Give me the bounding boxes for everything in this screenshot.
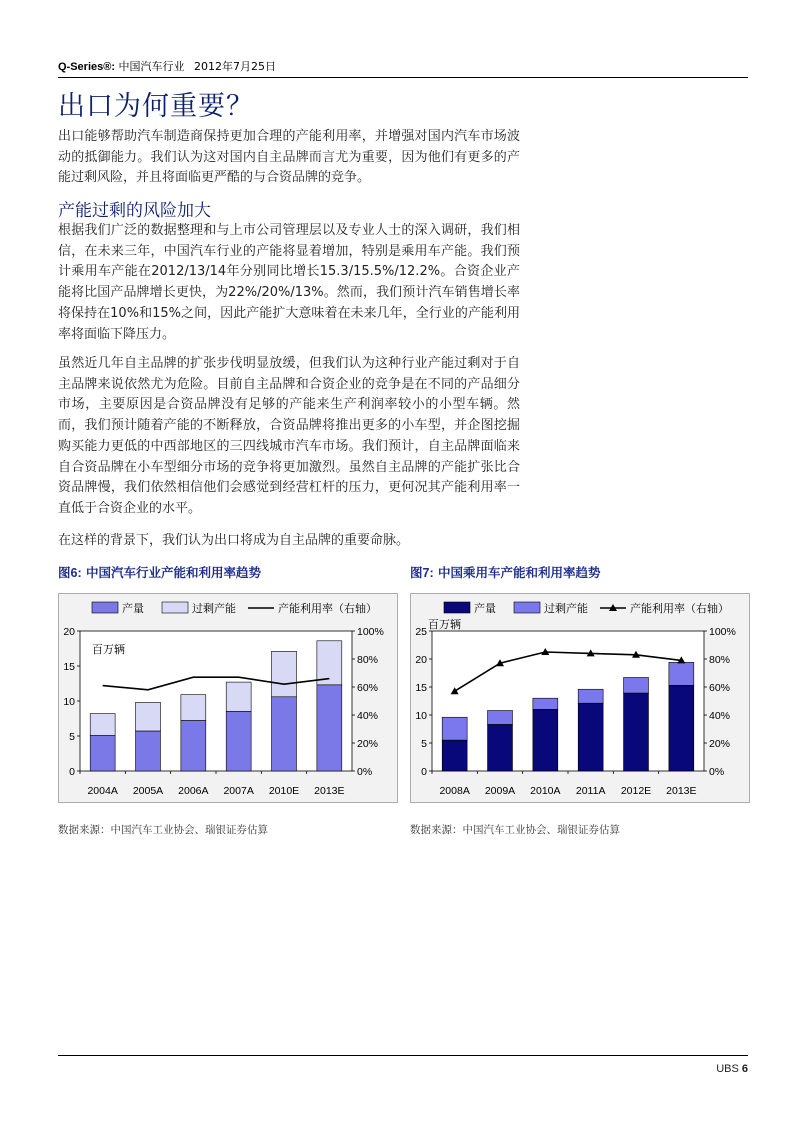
fig7-label: 图7: (410, 566, 434, 580)
x-tick-label: 2013E (666, 785, 697, 797)
report-industry: 中国汽车行业 (118, 60, 185, 73)
bar-excess-capacity (624, 677, 649, 693)
x-tick-label: 2005A (132, 785, 164, 797)
y2-tick-label: 20% (709, 738, 731, 750)
bar-excess-capacity (272, 651, 297, 697)
fig7-title (410, 563, 601, 581)
bar-excess-capacity (317, 641, 342, 685)
y2-tick-label: 40% (709, 710, 731, 722)
report-series: Q-Series®: (58, 61, 116, 73)
x-tick-label: 2007A (223, 785, 254, 797)
bar-excess-capacity (578, 689, 603, 703)
bar-output (669, 685, 694, 771)
legend-swatch-output (444, 602, 470, 613)
y-tick-label: 20 (63, 626, 75, 638)
y-tick-label: 5 (421, 738, 427, 750)
bar-output (136, 731, 161, 771)
x-tick-label: 2010A (530, 785, 561, 797)
unit-label: 百万辆 (428, 619, 461, 631)
y-tick-label: 10 (63, 696, 75, 708)
bar-output (226, 712, 251, 772)
x-tick-label: 2008A (439, 785, 470, 797)
page-number: 6 (741, 1063, 748, 1075)
header-rule (58, 77, 748, 78)
y-tick-label: 10 (415, 710, 427, 722)
bar-output (624, 693, 649, 771)
y-tick-label: 15 (63, 661, 75, 673)
paragraph-3: 在这样的背景下，我们认为出口将成为自主品牌的重要命脉。 (58, 533, 410, 548)
y2-tick-label: 100% (357, 626, 384, 638)
legend-swatch-excess (514, 602, 540, 613)
footer-brand: UBS (716, 1063, 739, 1075)
footer-rule (58, 1055, 748, 1056)
x-tick-label: 2004A (87, 785, 118, 797)
bar-excess-capacity (442, 717, 467, 740)
x-tick-label: 2013E (314, 785, 345, 797)
bar-excess-capacity (136, 702, 161, 731)
bar-output (442, 740, 467, 771)
legend-swatch-output (92, 602, 118, 613)
bar-output (533, 709, 558, 771)
bar-excess-capacity (226, 682, 251, 711)
x-tick-label: 2006A (178, 785, 209, 797)
bar-excess-capacity (488, 711, 513, 725)
fig6-caption: 中国汽车行业产能和利用率趋势 (85, 566, 261, 580)
x-tick-label: 2011A (575, 785, 606, 797)
y2-tick-label: 80% (709, 654, 731, 666)
bar-output (488, 725, 513, 771)
bar-output (578, 703, 603, 771)
bar-excess-capacity (669, 662, 694, 685)
legend-label-excess: 过剩产能 (192, 603, 236, 615)
section-title: 出口为何重要？ (58, 91, 254, 122)
y2-tick-label: 100% (709, 626, 736, 638)
y2-tick-label: 0% (357, 766, 373, 778)
report-date: 2012年7月25日 (194, 60, 277, 73)
bar-excess-capacity (90, 714, 115, 736)
x-tick-label: 2012E (620, 785, 652, 797)
paragraph-1: 根据我们广泛的数据整理和与上市公司管理层以及专业人士的深入调研，我们相信，在未来三年，中国汽车行业的产能将显着增加，特别是乘用车产能。我们预计乘用车产能在2012/13/14年分别同比增长15.3/15.5%/12.2%。合资企业产能将比国产品牌增长更快，为22%/20%/13%。然而，我们预计汽车销售增长率将保持在10%和15%之间，因此产能扩大意味着在未来几年，全行业的产能利用率将面临下降压力。 (58, 223, 520, 342)
y2-tick-label: 20% (357, 738, 379, 750)
intro-paragraph: 出口能够帮助汽车制造商保持更加合理的产能利用率，并增强对国内汽车市场波动的抵御能力。我们认为这对国内自主品牌而言尤为重要，因为他们有更多的产能过剩风险，并且将面临更严酷的与合资品牌的竞争。 (58, 129, 520, 186)
subsection-title: 产能过剩的风险加大 (58, 201, 211, 221)
fig6-source: 数据来源：中国汽车工业协会、瑞银证券估算 (58, 824, 268, 836)
y2-tick-label: 60% (357, 682, 379, 694)
fig6-title (58, 563, 261, 581)
bar-output (272, 697, 297, 771)
y2-tick-label: 40% (357, 710, 379, 722)
y2-tick-label: 80% (357, 654, 379, 666)
legend-label-output: 产量 (122, 603, 144, 615)
x-tick-label: 2010E (268, 785, 300, 797)
legend-label-excess: 过剩产能 (544, 603, 588, 615)
bar-output (181, 721, 206, 771)
y-tick-label: 0 (421, 766, 427, 778)
page-footer (716, 1063, 748, 1075)
fig7-chart (410, 593, 750, 808)
y2-tick-label: 60% (709, 682, 731, 694)
y-tick-label: 5 (69, 731, 75, 743)
bar-excess-capacity (533, 698, 558, 709)
fig6-label: 图6: (58, 566, 82, 580)
legend-label-utilization: 产能利用率（右轴） (630, 603, 729, 615)
bar-output (317, 685, 342, 771)
paragraph-2: 虽然近几年自主品牌的扩张步伐明显放缓，但我们认为这种行业产能过剩对于自主品牌来说依然尤为危险。目前自主品牌和合资企业的竞争是在不同的产品细分市场，主要原因是合资品牌没有足够的产能来生产利润率较小的小型车辆。然而，我们预计随着产能的不断释放，合资品牌将推出更多的小车型，并企图挖掘购买能力更低的中西部地区的三四线城市汽车市场。我们预计，自主品牌面临来自合资品牌在小车型细分市场的竞争将更加激烈。虽然自主品牌的产能扩张比合资品牌慢，我们依然相信他们会感觉到经营杠杆的压力，更何况其产能利用率一直低于合资企业的水平。 (58, 356, 520, 516)
x-tick-label: 2009A (484, 785, 516, 797)
y-tick-label: 0 (69, 766, 75, 778)
fig6-chart (58, 593, 398, 808)
y-tick-label: 15 (415, 682, 427, 694)
page-header (58, 58, 748, 76)
unit-label: 百万辆 (92, 644, 125, 656)
legend-label-utilization: 产能利用率（右轴） (278, 603, 377, 615)
y2-tick-label: 0% (709, 766, 725, 778)
bar-excess-capacity (181, 695, 206, 721)
fig7-caption: 中国乘用车产能和利用率趋势 (437, 566, 601, 580)
legend-swatch-excess (162, 602, 188, 613)
legend-label-output: 产量 (474, 603, 496, 615)
bar-output (90, 735, 115, 771)
y-tick-label: 20 (415, 654, 427, 666)
fig7-source: 数据来源：中国汽车工业协会、瑞银证券估算 (410, 824, 620, 836)
y-tick-label: 25 (415, 626, 427, 638)
